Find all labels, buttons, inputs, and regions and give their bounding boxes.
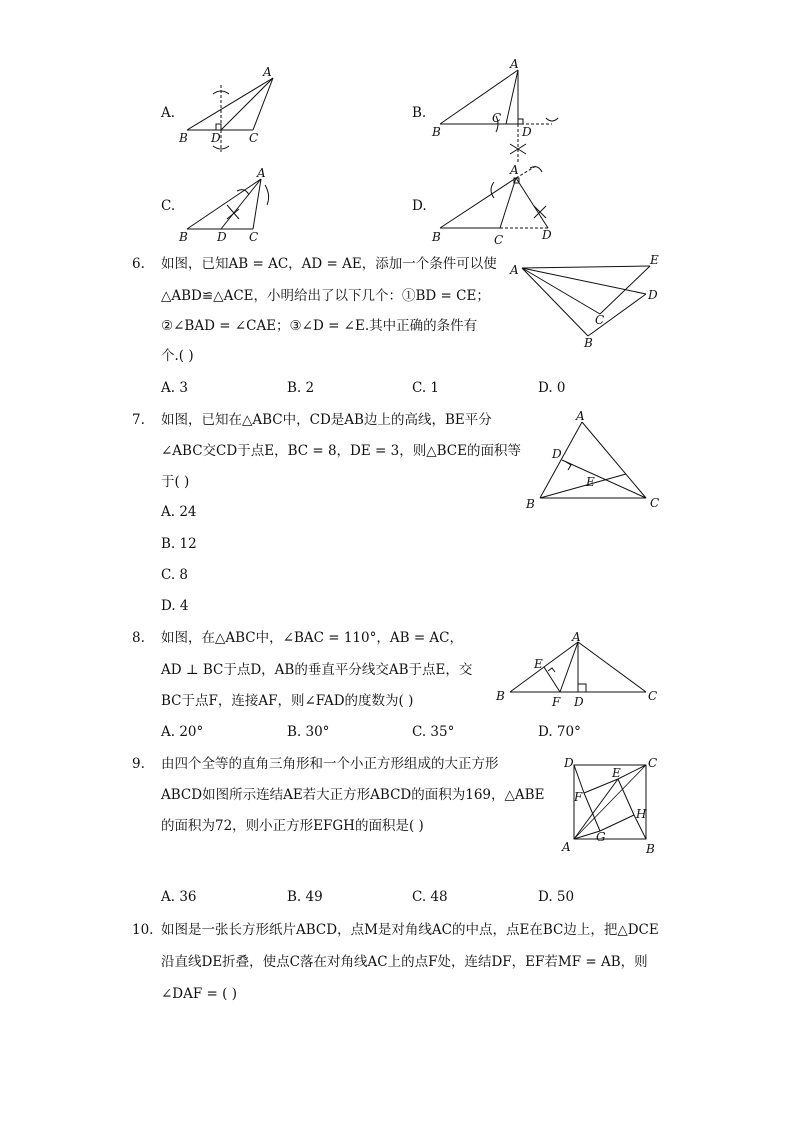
q5-figure-d xyxy=(430,160,565,250)
question-10-line-1: 如图是一张长方形纸片ABCD，点M是对角线AC的中点，点E在BC边上，把△DCE xyxy=(161,922,659,938)
question-9-option-c[interactable]: C. 48 xyxy=(412,889,448,905)
question-9-option-b[interactable]: B. 49 xyxy=(287,889,323,905)
label-e: E xyxy=(586,475,595,489)
label-a: A xyxy=(572,630,581,644)
q5-figure-b xyxy=(430,58,565,168)
question-10-number: 10. xyxy=(132,922,154,938)
question-7-figure xyxy=(522,410,667,510)
q5-figure-a xyxy=(175,60,295,155)
question-8-option-a[interactable]: A. 20° xyxy=(161,724,204,740)
label-b: B xyxy=(432,125,441,139)
question-10-line-3: ∠DAF = ( ) xyxy=(161,986,237,1002)
q5-figure-c xyxy=(175,165,290,245)
question-7-option-d[interactable]: D. 4 xyxy=(161,598,189,614)
label-a: A xyxy=(576,409,585,423)
question-9-line-3: 的面积为72，则小正方形EFGH的面积是( ) xyxy=(161,818,424,834)
label-b: B xyxy=(584,336,593,350)
q5-option-c-label[interactable]: C. xyxy=(161,198,176,214)
label-c: C xyxy=(492,111,502,125)
label-a: A xyxy=(510,263,519,277)
question-7-line-1: 如图，已知在△ABC中，CD是AB边上的高线，BE平分 xyxy=(161,412,492,428)
label-d: D xyxy=(522,125,532,139)
question-6-line-3: ②∠BAD = ∠CAE；③∠D = ∠E.其中正确的条件有 xyxy=(161,318,478,334)
label-d: D xyxy=(648,288,658,302)
question-6-option-b[interactable]: B. 2 xyxy=(287,380,315,396)
label-a: A xyxy=(510,163,519,177)
label-b: B xyxy=(179,230,188,244)
question-9-number: 9. xyxy=(132,756,145,772)
label-c: C xyxy=(249,131,259,145)
label-e: E xyxy=(612,766,621,780)
question-9-line-1: 由四个全等的直角三角形和一个小正方形组成的大正方形 xyxy=(161,756,499,772)
question-9-figure xyxy=(558,755,663,860)
label-a: A xyxy=(263,65,272,79)
label-c: C xyxy=(648,756,658,770)
question-8-figure xyxy=(494,630,664,712)
question-8-option-c[interactable]: C. 35° xyxy=(412,724,455,740)
label-d: D xyxy=(552,447,562,461)
q5-option-d-label[interactable]: D. xyxy=(412,198,427,214)
q5-option-a-label[interactable]: A. xyxy=(161,105,176,121)
label-d: D xyxy=(564,756,574,770)
question-8-number: 8. xyxy=(132,630,145,646)
question-6-option-d[interactable]: D. 0 xyxy=(538,380,566,396)
label-b: B xyxy=(496,689,505,703)
label-a: A xyxy=(562,840,571,854)
label-d: D xyxy=(217,230,227,244)
label-c: C xyxy=(494,233,504,247)
question-6-figure xyxy=(510,252,670,352)
label-e: E xyxy=(534,657,543,671)
question-8-line-1: 如图，在△ABC中，∠BAC = 110°，AB = AC， xyxy=(161,630,463,646)
label-d: D xyxy=(574,695,584,709)
q5-option-b-label[interactable]: B. xyxy=(412,105,427,121)
label-g: G xyxy=(596,830,606,844)
question-9-option-a[interactable]: A. 36 xyxy=(161,889,197,905)
label-b: B xyxy=(179,131,188,145)
question-7-option-a[interactable]: A. 24 xyxy=(161,504,197,520)
label-c: C xyxy=(595,313,605,327)
question-7-option-c[interactable]: C. 8 xyxy=(161,567,189,583)
question-7-line-3: 于( ) xyxy=(161,474,190,490)
question-8-option-d[interactable]: D. 70° xyxy=(538,724,581,740)
label-b: B xyxy=(432,230,441,244)
question-8-line-3: BC于点F，连接AF，则∠FAD的度数为( ) xyxy=(161,693,414,709)
label-f: F xyxy=(574,790,583,804)
label-c: C xyxy=(650,496,660,510)
question-9-option-d[interactable]: D. 50 xyxy=(538,889,575,905)
label-h: H xyxy=(636,807,647,821)
question-7-number: 7. xyxy=(132,412,145,428)
question-8-line-2: AD ⊥ BC于点D，AB的垂直平分线交AB于点E，交 xyxy=(161,662,473,678)
label-c: C xyxy=(249,230,259,244)
question-6-line-2: △ABD≌△ACE，小明给出了以下几个：①BD = CE； xyxy=(161,288,490,304)
label-b: B xyxy=(526,497,535,511)
question-7-option-b[interactable]: B. 12 xyxy=(161,536,197,552)
label-b: B xyxy=(646,842,655,856)
question-6-line-4: 个.( ) xyxy=(161,348,194,364)
label-f: F xyxy=(552,695,561,709)
label-c: C xyxy=(648,689,658,703)
question-6-number: 6. xyxy=(132,256,145,272)
question-8-option-b[interactable]: B. 30° xyxy=(287,724,330,740)
question-10-line-2: 沿直线DE折叠，使点C落在对角线AC上的点F处，连结DF，EF若MF = AB，则 xyxy=(161,954,648,970)
label-d: D xyxy=(211,131,221,145)
question-7-line-2: ∠ABC交CD于点E，BC = 8，DE = 3，则△BCE的面积等 xyxy=(161,443,521,459)
question-6-line-1: 如图，已知AB = AC，AD = AE，添加一个条件可以使 xyxy=(161,256,497,272)
label-e: E xyxy=(650,253,659,267)
label-a: A xyxy=(257,166,266,180)
question-6-option-a[interactable]: A. 3 xyxy=(161,380,188,396)
label-d: D xyxy=(542,228,552,242)
label-a: A xyxy=(510,57,519,71)
question-6-option-c[interactable]: C. 1 xyxy=(412,380,440,396)
question-9-line-2: ABCD如图所示连结AE若大正方形ABCD的面积为169，△ABE xyxy=(161,787,545,803)
